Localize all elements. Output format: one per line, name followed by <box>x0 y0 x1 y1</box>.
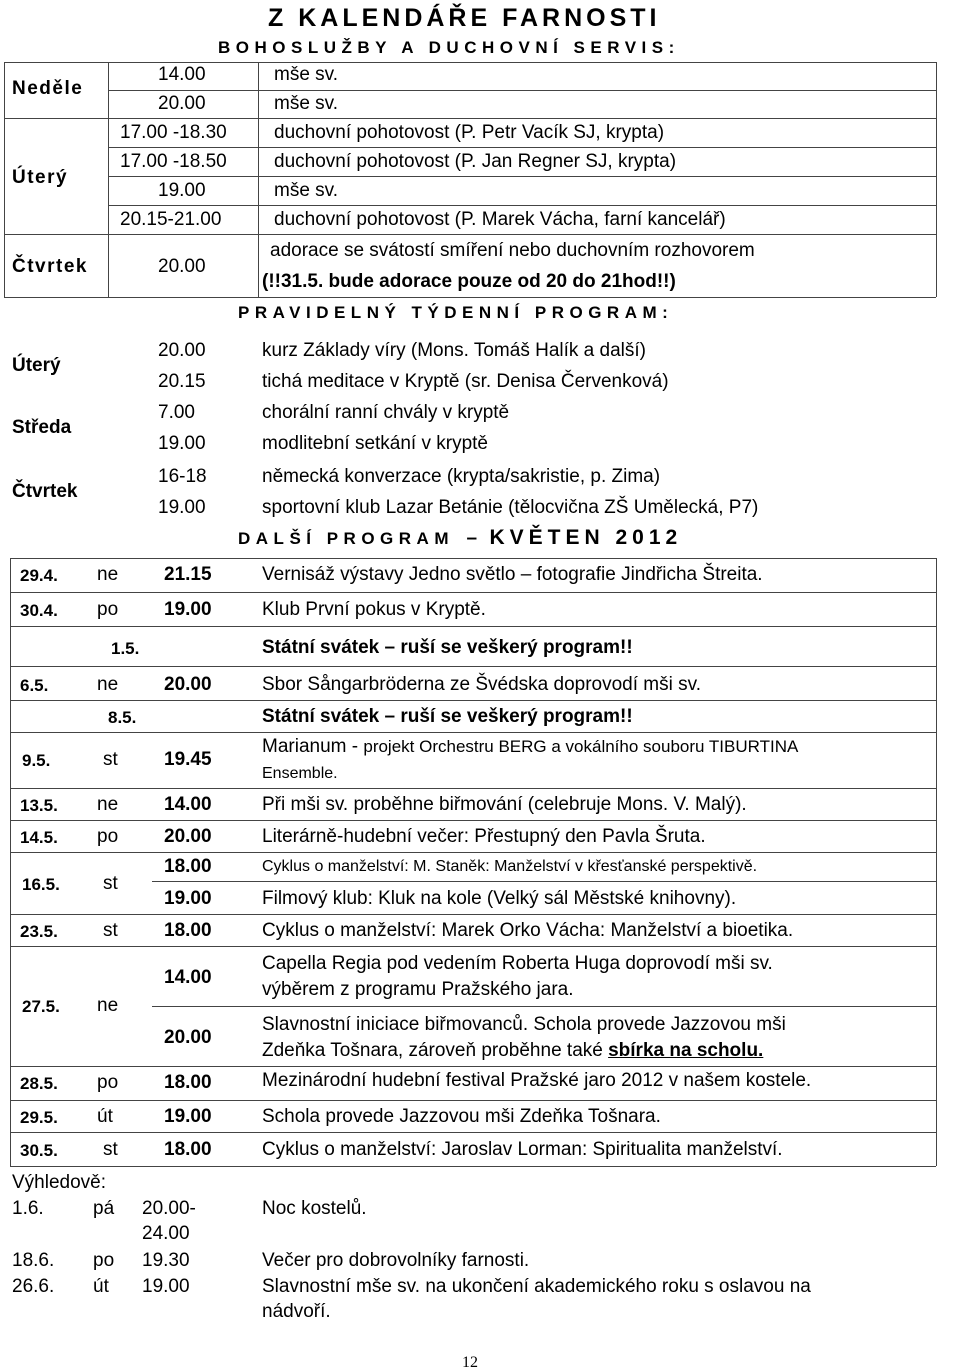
weekly-time: 20.00 <box>158 340 206 361</box>
event-text-continued: Ensemble. <box>262 765 338 782</box>
divider <box>10 666 936 667</box>
divider <box>10 1166 936 1167</box>
service-text: mše sv. <box>274 64 339 85</box>
divider <box>10 592 936 593</box>
event-text: Při mši sv. proběhne biřmování (celebruje Mons. V. Malý). <box>262 794 747 815</box>
more-heading <box>238 526 682 550</box>
event-date: 29.4. <box>20 566 58 585</box>
event-text: Státní svátek – ruší se veškerý program!! <box>262 706 633 727</box>
event-day: ne <box>97 674 119 695</box>
event-text-continued: výběrem z programu Pražského jara. <box>262 979 574 1000</box>
divider <box>108 62 109 297</box>
weekly-text: modlitební setkání v kryptě <box>262 433 488 454</box>
divider <box>10 700 936 701</box>
event-time: 18.00 <box>164 1139 212 1160</box>
outlook-time: 19.00 <box>142 1276 190 1297</box>
outlook-text: Noc kostelů. <box>262 1198 367 1219</box>
event-time: 19.00 <box>164 1106 212 1127</box>
weekly-time: 7.00 <box>158 402 195 423</box>
service-time: 17.00 -18.50 <box>120 151 227 172</box>
outlook-label: Výhledově: <box>12 1172 107 1193</box>
divider <box>936 558 937 1166</box>
event-day: po <box>97 1072 119 1093</box>
outlook-text: Slavnostní mše sv. na ukončení akademického roku s oslavou na <box>262 1276 811 1297</box>
divider <box>10 946 936 947</box>
weekly-text: tichá meditace v Kryptě (sr. Denisa Červenková) <box>262 371 669 392</box>
event-date: 8.5. <box>108 708 137 727</box>
event-time: 20.00 <box>164 1027 212 1048</box>
day-label: Čtvrtek <box>12 481 78 502</box>
day-label: Úterý <box>12 355 61 376</box>
event-time: 18.00 <box>164 1072 212 1093</box>
event-day: po <box>97 599 119 620</box>
event-day: st <box>103 1139 118 1160</box>
event-date: 1.5. <box>111 639 140 658</box>
service-text: duchovní pohotovost (P. Petr Vacík SJ, krypta) <box>274 122 665 143</box>
event-day: po <box>97 826 119 847</box>
event-date: 6.5. <box>20 676 49 695</box>
more-heading-part2: KVĚTEN 2012 <box>489 526 683 549</box>
day-label: Středa <box>12 417 72 438</box>
service-time: 20.00 <box>158 93 206 114</box>
event-date: 27.5. <box>22 997 60 1016</box>
divider <box>10 558 936 559</box>
event-text-continued: Zdeňka Tošnara, zároveň proběhne také sbírka na scholu. <box>262 1040 764 1061</box>
outlook-date: 26.6. <box>12 1276 55 1297</box>
day-label: Čtvrtek <box>12 256 88 277</box>
event-time: 19.45 <box>164 749 212 770</box>
event-time: 20.00 <box>164 826 212 847</box>
weekly-time: 16-18 <box>158 466 207 487</box>
service-time: 20.15-21.00 <box>120 209 222 230</box>
event-time: 14.00 <box>164 967 212 988</box>
service-note: (!!31.5. bude adorace pouze od 20 do 21hod!!) <box>262 271 676 292</box>
outlook-time: 19.30 <box>142 1250 190 1271</box>
divider <box>108 90 936 91</box>
service-text: mše sv. <box>274 180 339 201</box>
event-time: 18.00 <box>164 920 212 941</box>
divider <box>152 1006 936 1007</box>
weekly-text: sportovní klub Lazar Betánie (tělocvična ZŠ Umělecká, P7) <box>262 497 759 518</box>
divider <box>10 1066 936 1067</box>
outlook-date: 18.6. <box>12 1250 55 1271</box>
event-text: Klub První pokus v Kryptě. <box>262 599 486 620</box>
event-text: Vernisáž výstavy Jedno světlo – fotografie Jindřicha Štreita. <box>262 564 763 585</box>
weekly-time: 19.00 <box>158 497 206 518</box>
more-heading-dash: – <box>466 528 478 549</box>
event-date: 14.5. <box>20 828 58 847</box>
service-time: 19.00 <box>158 180 206 201</box>
service-time: 20.00 <box>158 256 206 277</box>
outlook-time: 20.00- <box>142 1198 196 1219</box>
divider <box>10 1100 936 1101</box>
divider <box>258 62 259 297</box>
outlook-text-continued: nádvoří. <box>262 1301 331 1322</box>
event-day: ne <box>97 794 119 815</box>
divider <box>936 62 937 297</box>
event-date: 13.5. <box>20 796 58 815</box>
event-date: 30.5. <box>20 1141 58 1160</box>
service-text: duchovní pohotovost (P. Marek Vácha, farní kancelář) <box>274 209 726 230</box>
event-text: Sbor Sångarbröderna ze Švédska doprovodí mši sv. <box>262 674 701 695</box>
divider <box>4 62 936 63</box>
event-text: Mezinárodní hudební festival Pražské jaro 2012 v našem kostele. <box>262 1070 812 1091</box>
divider <box>10 732 936 733</box>
divider <box>108 205 936 206</box>
weekly-text: kurz Základy víry (Mons. Tomáš Halík a další) <box>262 340 646 361</box>
event-time: 19.00 <box>164 599 212 620</box>
divider <box>10 1132 936 1133</box>
outlook-day: pá <box>93 1198 115 1219</box>
event-date: 23.5. <box>20 922 58 941</box>
outlook-date: 1.6. <box>12 1198 44 1219</box>
event-text: Marianum - projekt Orchestru BERG a vokálního souboru TIBURTINA <box>262 736 799 757</box>
event-day: ne <box>97 564 119 585</box>
outlook-time: 24.00 <box>142 1223 190 1244</box>
event-time: 19.00 <box>164 888 212 909</box>
divider <box>108 176 936 177</box>
event-day: st <box>103 920 118 941</box>
event-day: út <box>97 1106 113 1127</box>
event-day: st <box>103 873 118 894</box>
event-text: Státní svátek – ruší se veškerý program!! <box>262 637 633 658</box>
event-date: 9.5. <box>22 751 51 770</box>
event-time: 21.15 <box>164 564 212 585</box>
divider <box>10 852 936 853</box>
event-date: 29.5. <box>20 1108 58 1127</box>
outlook-day: po <box>93 1250 115 1271</box>
divider <box>108 147 936 148</box>
event-text: Literárně-hudební večer: Přestupný den Pavla Šruta. <box>262 826 706 847</box>
event-time: 18.00 <box>164 856 212 877</box>
event-text: Capella Regia pod vedením Roberta Huga doprovodí mši sv. <box>262 953 773 974</box>
page-number: 12 <box>462 1354 478 1371</box>
event-date: 28.5. <box>20 1074 58 1093</box>
day-label: Neděle <box>12 78 84 99</box>
service-time: 14.00 <box>158 64 206 85</box>
event-text: Schola provede Jazzovou mši Zdeňka Tošnara. <box>262 1106 661 1127</box>
event-text: Cyklus o manželství: M. Staněk: Manželství v křesťanské perspektivě. <box>262 858 758 875</box>
divider <box>10 914 936 915</box>
event-date: 30.4. <box>20 601 58 620</box>
service-text: mše sv. <box>274 93 339 114</box>
divider <box>10 558 11 1166</box>
divider <box>152 881 936 882</box>
outlook-day: út <box>93 1276 109 1297</box>
event-text: Filmový klub: Kluk na kole (Velký sál Městské knihovny). <box>262 888 737 909</box>
services-heading: BOHOSLUŽBY A DUCHOVNÍ SERVIS: <box>218 38 680 57</box>
page-title: Z KALENDÁŘE FARNOSTI <box>268 4 661 32</box>
event-date: 16.5. <box>22 875 60 894</box>
event-text: Slavnostní iniciace biřmovanců. Schola provede Jazzovou mši <box>262 1014 786 1035</box>
event-day: st <box>103 749 118 770</box>
divider <box>10 820 936 821</box>
weekly-text: německá konverzace (krypta/sakristie, p. Zima) <box>262 466 661 487</box>
divider <box>10 626 936 627</box>
weekly-text: chorální ranní chvály v kryptě <box>262 402 510 423</box>
event-time: 20.00 <box>164 674 212 695</box>
divider <box>4 234 936 235</box>
service-time: 17.00 -18.30 <box>120 122 227 143</box>
day-label: Úterý <box>12 167 69 188</box>
divider <box>4 118 936 119</box>
service-text: duchovní pohotovost (P. Jan Regner SJ, krypta) <box>274 151 677 172</box>
service-text: adorace se svátostí smíření nebo duchovním rozhovorem <box>270 240 755 261</box>
weekly-time: 19.00 <box>158 433 206 454</box>
divider <box>10 788 936 789</box>
divider <box>4 297 936 298</box>
weekly-time: 20.15 <box>158 371 206 392</box>
more-heading-part1: DALŠÍ PROGRAM <box>238 529 454 548</box>
outlook-text: Večer pro dobrovolníky farnosti. <box>262 1250 530 1271</box>
divider <box>4 62 5 297</box>
weekly-heading: PRAVIDELNÝ TÝDENNÍ PROGRAM: <box>238 303 674 322</box>
event-day: ne <box>97 995 119 1016</box>
event-text: Cyklus o manželství: Jaroslav Lorman: Spiritualita manželství. <box>262 1139 783 1160</box>
event-time: 14.00 <box>164 794 212 815</box>
event-text: Cyklus o manželství: Marek Orko Vácha: Manželství a bioetika. <box>262 920 794 941</box>
collection-highlight: sbírka na scholu. <box>608 1040 764 1061</box>
